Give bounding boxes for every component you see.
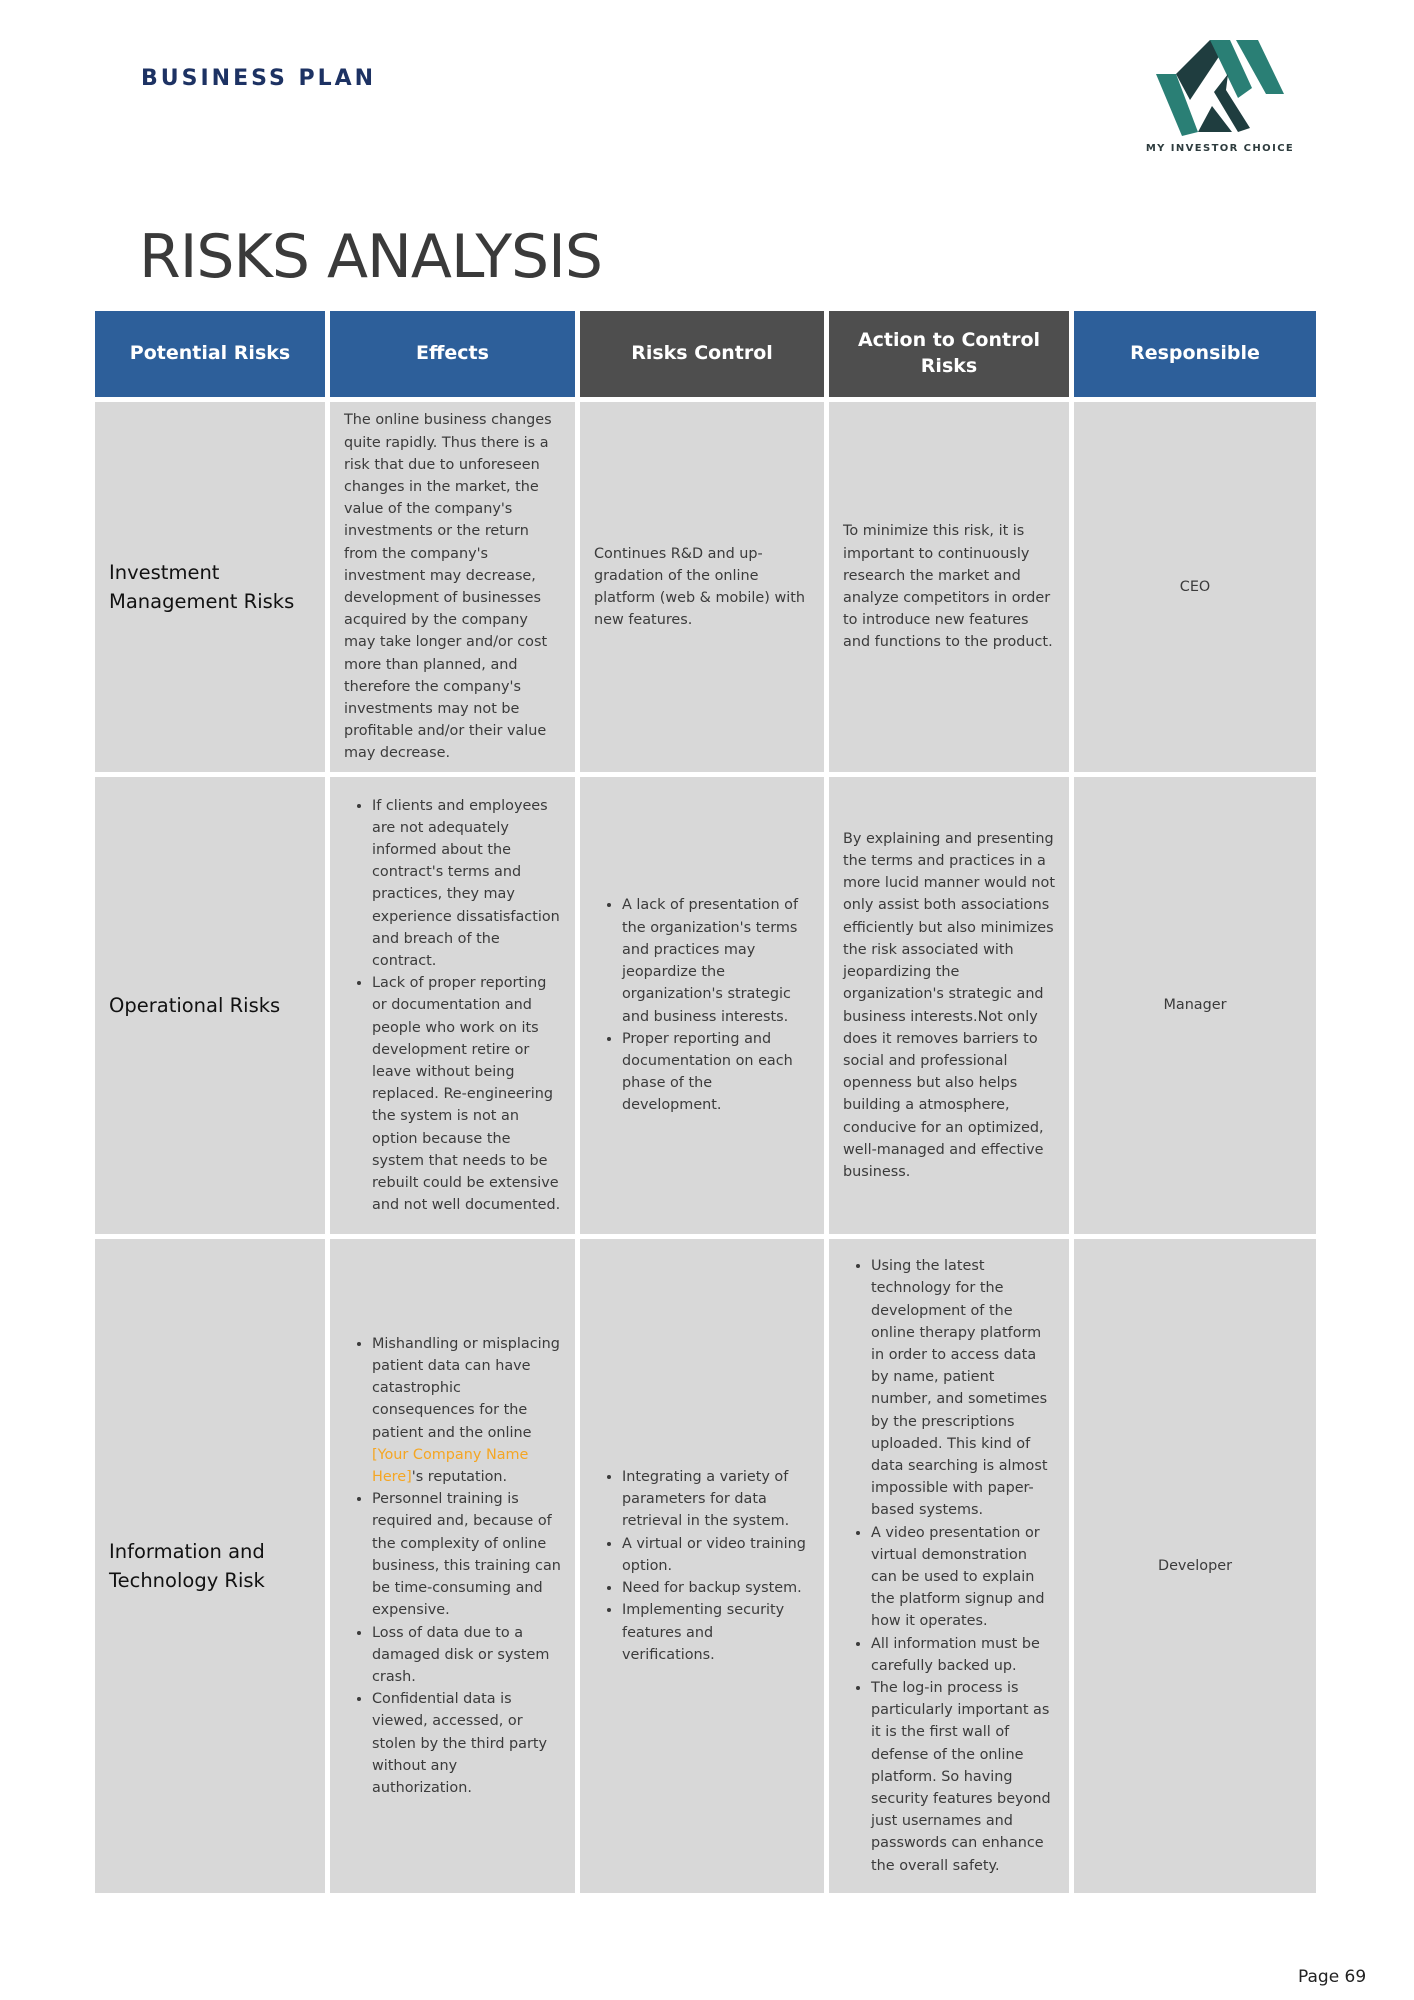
list-item: • Personnel training is required and, because of the complexity of online business, this training can be time-consuming and expensive. <box>372 1488 561 1621</box>
list-item: • Implementing security features and verifications. <box>622 1599 810 1666</box>
effects-list <box>344 795 561 1217</box>
column-header-risks-control: Risks Control <box>580 311 824 397</box>
risk-control-cell <box>580 1239 824 1893</box>
page-title: RISKS ANALYSIS <box>139 222 602 292</box>
risks-analysis-table <box>90 306 1321 1898</box>
effects-text: 's reputation. <box>411 1469 508 1486</box>
list-item: • A video presentation or virtual demonstration can be used to explain the platform signup and how it operates. <box>871 1522 1055 1633</box>
list-item: • A lack of presentation of the organization's terms and practices may jeopardize the organization's strategic and business interests. <box>622 894 810 1027</box>
effects-cell <box>330 777 575 1234</box>
mountain-arrow-logo-icon <box>1154 36 1286 140</box>
table-row <box>95 402 1316 772</box>
risk-name-cell: Investment Management Risks <box>95 402 325 772</box>
column-header-responsible: Responsible <box>1074 311 1316 397</box>
column-header-action-to-control-risks: Action to Control Risks <box>829 311 1069 397</box>
risk-name-cell: Information and Technology Risk <box>95 1239 325 1893</box>
risk-name-cell: Operational Risks <box>95 777 325 1234</box>
action-cell: To minimize this risk, it is important to continuously research the market and analyze competitors in order to introduce new features and functions to the product. <box>829 402 1069 772</box>
company-name-placeholder: [Your Company Name Here] <box>372 1446 529 1486</box>
table-row <box>95 777 1316 1234</box>
control-list <box>594 1466 810 1666</box>
column-header-effects: Effects <box>330 311 575 397</box>
column-header-potential-risks: Potential Risks <box>95 311 325 397</box>
action-cell: By explaining and presenting the terms and practices in a more lucid manner would not only assist both associations efficiently but also minimizes the risk associated with jeopardizing the organization's strategic and business interests.Not only does it removes barriers to social and professional openness but also helps building a atmosphere, conducive for an optimized, well-managed and effective business. <box>829 777 1069 1234</box>
list-item: • The log-in process is particularly important as it is the first wall of defense of the online platform. So having security features beyond just usernames and passwords can enhance the overall safety. <box>871 1677 1055 1877</box>
effects-cell: The online business changes quite rapidly. Thus there is a risk that due to unforeseen changes in the market, the value of the company's investments or the return from the company's investment may decrease, development of businesses acquired by the company may take longer and/or cost more than planned, and therefore the company's investments may not be profitable and/or their value may decrease. <box>330 402 575 772</box>
action-list <box>843 1255 1055 1877</box>
risk-control-cell <box>580 777 824 1234</box>
document-header-title: BUSINESS PLAN <box>141 66 377 91</box>
responsible-cell: Manager <box>1074 777 1316 1234</box>
table-header-row <box>95 311 1316 397</box>
list-item: • Using the latest technology for the development of the online therapy platform in order to access data by name, patient number, and sometimes by the prescriptions uploaded. This kind of data searching is almost impossible with paper-based systems. <box>871 1255 1055 1521</box>
company-logo <box>1136 36 1304 156</box>
effects-cell <box>330 1239 575 1893</box>
list-item: • Proper reporting and documentation on each phase of the development. <box>622 1028 810 1117</box>
list-item: • A virtual or video training option. <box>622 1533 810 1577</box>
logo-wordmark: MY INVESTOR CHOICE <box>1145 143 1295 154</box>
list-item <box>372 1333 561 1488</box>
control-list <box>594 894 810 1116</box>
list-item: • Integrating a variety of parameters for data retrieval in the system. <box>622 1466 810 1533</box>
action-cell <box>829 1239 1069 1893</box>
risk-control-cell: Continues R&D and up-gradation of the online platform (web & mobile) with new features. <box>580 402 824 772</box>
list-item: • Need for backup system. <box>622 1577 810 1599</box>
list-item: • Loss of data due to a damaged disk or system crash. <box>372 1622 561 1689</box>
page-number: Page 69 <box>1298 1967 1367 1987</box>
responsible-cell: CEO <box>1074 402 1316 772</box>
effects-text: Mishandling or misplacing patient data can have catastrophic consequences for the patient and the online <box>372 1335 560 1441</box>
list-item: • All information must be carefully backed up. <box>871 1633 1055 1677</box>
responsible-cell: Developer <box>1074 1239 1316 1893</box>
list-item: • Lack of proper reporting or documentation and people who work on its development retire or leave without being replaced. Re-engineering the system is not an option because the system that needs to be rebuilt could be extensive and not well documented. <box>372 972 561 1216</box>
table-row <box>95 1239 1316 1893</box>
effects-list <box>344 1333 561 1799</box>
list-item: • Confidential data is viewed, accessed, or stolen by the third party without any authorization. <box>372 1688 561 1799</box>
list-item: • If clients and employees are not adequately informed about the contract's terms and practices, they may experience dissatisfaction and breach of the contract. <box>372 795 561 973</box>
